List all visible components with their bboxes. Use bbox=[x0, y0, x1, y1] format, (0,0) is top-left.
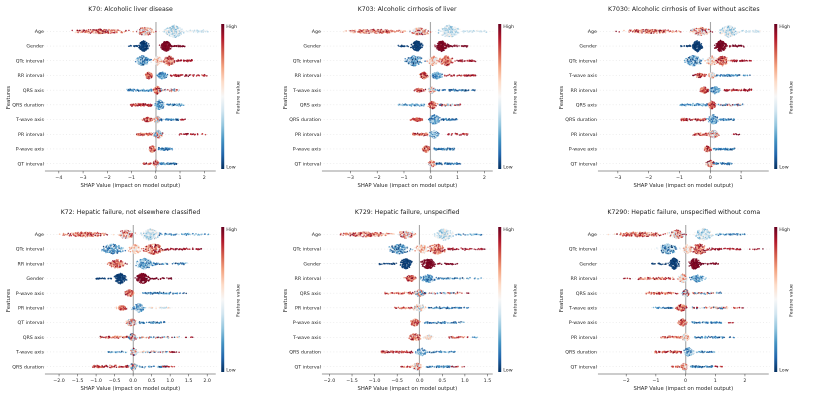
feature-label: Age bbox=[34, 233, 44, 239]
y-axis-label: Features bbox=[559, 288, 566, 313]
x-tick-label: −1.0 bbox=[90, 378, 102, 385]
x-tick-label: −2.0 bbox=[53, 378, 65, 385]
x-tick-label: −2 bbox=[645, 175, 653, 182]
feature-label: PR interval bbox=[571, 132, 598, 138]
feature-label: Gender bbox=[579, 262, 598, 268]
colorbar-title: Feature value bbox=[236, 81, 242, 114]
colorbar-low-label: Low bbox=[502, 165, 513, 171]
feature-label: QRS axis bbox=[299, 291, 321, 297]
beeswarm-axes bbox=[277, 203, 554, 406]
feature-label: P-wave axis bbox=[15, 291, 44, 297]
y-axis-label: Features bbox=[282, 288, 289, 313]
feature-label: T-wave axis bbox=[569, 306, 598, 312]
x-tick-label: 1.0 bbox=[460, 378, 469, 385]
shap-panel-k70 bbox=[0, 0, 277, 203]
feature-label: Gender bbox=[26, 44, 44, 50]
x-tick-label: −1 bbox=[128, 175, 136, 182]
x-tick-label: −2 bbox=[373, 175, 381, 182]
x-tick-label: 2.0 bbox=[203, 378, 211, 385]
x-tick-label: 0.5 bbox=[147, 378, 156, 385]
colorbar-low-label: Low bbox=[226, 165, 236, 171]
feature-label: QRS duration bbox=[12, 103, 44, 109]
x-axis-label: SHAP Value (impact on model output) bbox=[633, 182, 734, 190]
colorbar-high-label: High bbox=[226, 24, 238, 30]
colorbar bbox=[498, 24, 501, 169]
feature-label: PR interval bbox=[571, 335, 598, 341]
feature-label: Age bbox=[311, 233, 321, 239]
panel-title: K7030: Alcoholic cirrhosis of liver without ascites bbox=[608, 6, 760, 13]
y-axis-label: Features bbox=[5, 288, 12, 313]
feature-label: QRS duration bbox=[288, 118, 321, 124]
feature-label: QT interval bbox=[294, 162, 321, 168]
x-tick-label: 0.5 bbox=[438, 378, 446, 385]
panel-title: K7290: Hepatic failure, unspecified without coma bbox=[607, 209, 761, 216]
feature-label: RR interval bbox=[570, 277, 598, 283]
feature-label: QT interval bbox=[17, 162, 44, 168]
x-axis-label: SHAP Value (impact on model output) bbox=[357, 182, 457, 190]
colorbar-low-label: Low bbox=[502, 368, 513, 374]
x-tick-label: −1.5 bbox=[345, 378, 358, 385]
feature-label: Age bbox=[588, 233, 598, 239]
feature-label: RR interval bbox=[17, 262, 44, 268]
feature-label: QT interval bbox=[570, 162, 598, 168]
feature-label: QTc interval bbox=[292, 247, 321, 253]
feature-label: T-wave axis bbox=[16, 118, 44, 124]
feature-label: T-wave axis bbox=[569, 74, 598, 80]
colorbar-low-label: Low bbox=[226, 368, 236, 374]
feature-label: QT interval bbox=[570, 365, 598, 371]
shap-panel-k7030 bbox=[553, 0, 830, 203]
shap-panel-k72 bbox=[0, 203, 277, 406]
feature-label: QTc interval bbox=[15, 59, 44, 65]
colorbar-high-label: High bbox=[502, 227, 514, 233]
panel-title: K72: Hepatic failure, not elsewhere classified bbox=[60, 209, 201, 216]
feature-label: RR interval bbox=[17, 74, 44, 80]
x-tick-label: 0.0 bbox=[415, 378, 424, 385]
y-axis-label: Features bbox=[559, 85, 566, 110]
colorbar bbox=[498, 227, 501, 372]
x-tick-label: 0 bbox=[154, 175, 158, 182]
x-tick-label: 0 bbox=[684, 378, 688, 385]
x-axis-label: SHAP Value (impact on model output) bbox=[633, 385, 734, 393]
colorbar bbox=[775, 24, 778, 169]
feature-label: Gender bbox=[302, 262, 321, 268]
x-tick-label: −0.5 bbox=[108, 378, 121, 385]
feature-label: QTc interval bbox=[292, 59, 321, 65]
x-tick-label: −1.0 bbox=[368, 378, 381, 385]
x-tick-label: −1.5 bbox=[71, 378, 84, 385]
x-tick-label: 1 bbox=[455, 175, 459, 182]
panel-title: K729: Hepatic failure, unspecified bbox=[354, 209, 460, 216]
feature-label: QRS axis bbox=[22, 88, 44, 94]
x-tick-label: 0 bbox=[709, 175, 713, 182]
x-tick-label: 0 bbox=[428, 175, 432, 182]
feature-label: RR interval bbox=[294, 277, 321, 283]
x-tick-label: −2 bbox=[103, 175, 111, 182]
x-tick-label: 2 bbox=[202, 175, 206, 182]
colorbar-title: Feature value bbox=[513, 81, 519, 114]
feature-label: P-wave axis bbox=[15, 147, 44, 153]
x-tick-label: −1 bbox=[652, 378, 660, 385]
beeswarm-axes bbox=[553, 203, 830, 406]
shap-panel-k729 bbox=[277, 203, 554, 406]
x-tick-label: −1 bbox=[400, 175, 408, 182]
feature-label: QT interval bbox=[17, 321, 44, 327]
x-tick-label: −3 bbox=[346, 175, 354, 182]
beeswarm-axes bbox=[553, 0, 830, 203]
feature-label: T-wave axis bbox=[16, 350, 44, 356]
x-tick-label: 1.0 bbox=[166, 378, 174, 385]
x-tick-label: 1.5 bbox=[483, 378, 491, 385]
x-tick-label: −1 bbox=[676, 175, 684, 182]
shap-panel-k7290 bbox=[553, 203, 830, 406]
feature-label: P-wave axis bbox=[292, 147, 321, 153]
feature-label: T-wave axis bbox=[292, 335, 321, 341]
x-tick-label: 2 bbox=[743, 378, 747, 385]
feature-label: QRS axis bbox=[299, 103, 321, 109]
feature-label: QRS duration bbox=[565, 118, 598, 124]
colorbar bbox=[221, 24, 224, 169]
feature-label: PR interval bbox=[294, 132, 321, 138]
feature-label: Age bbox=[311, 30, 321, 36]
feature-label: QRS duration bbox=[288, 350, 321, 356]
colorbar-high-label: High bbox=[226, 227, 238, 233]
feature-label: QTc interval bbox=[569, 59, 598, 65]
colorbar-title: Feature value bbox=[236, 284, 242, 317]
feature-label: PR interval bbox=[17, 132, 44, 138]
shap-panel-k703 bbox=[277, 0, 554, 203]
feature-label: QRS axis bbox=[576, 103, 598, 109]
x-axis-label: SHAP Value (impact on model output) bbox=[80, 385, 181, 393]
feature-label: QTc interval bbox=[569, 247, 598, 253]
feature-label: Gender bbox=[579, 44, 598, 50]
feature-label: QRS duration bbox=[565, 350, 598, 356]
feature-label: QRS axis bbox=[576, 291, 598, 297]
beeswarm-axes bbox=[277, 0, 554, 203]
feature-label: T-wave axis bbox=[292, 88, 321, 94]
x-tick-label: 2 bbox=[482, 175, 486, 182]
y-axis-label: Features bbox=[5, 85, 12, 110]
feature-label: Age bbox=[588, 30, 598, 36]
feature-label: QT interval bbox=[294, 365, 321, 371]
x-tick-label: −3 bbox=[614, 175, 622, 182]
colorbar-title: Feature value bbox=[513, 284, 519, 317]
x-axis-label: SHAP Value (impact on model output) bbox=[357, 385, 457, 393]
x-axis-label: SHAP Value (impact on model output) bbox=[80, 182, 181, 190]
colorbar-title: Feature value bbox=[790, 284, 796, 317]
feature-label: PR interval bbox=[17, 306, 44, 312]
beeswarm-axes bbox=[0, 203, 277, 406]
feature-label: P-wave axis bbox=[569, 147, 598, 153]
x-tick-label: 1 bbox=[714, 378, 718, 385]
colorbar bbox=[775, 227, 778, 372]
feature-label: RR interval bbox=[294, 74, 321, 80]
feature-label: Age bbox=[34, 30, 44, 36]
x-tick-label: 1 bbox=[178, 175, 182, 182]
x-tick-label: −2 bbox=[622, 378, 631, 385]
feature-label: PR interval bbox=[294, 306, 321, 312]
x-tick-label: −4 bbox=[55, 175, 63, 182]
x-tick-label: −3 bbox=[79, 175, 87, 182]
colorbar-title: Feature value bbox=[790, 81, 796, 114]
feature-label: QRS duration bbox=[12, 365, 44, 371]
feature-label: P-wave axis bbox=[292, 321, 321, 327]
colorbar-high-label: High bbox=[779, 24, 791, 30]
panel-title: K703: Alcoholic cirrhosis of liver bbox=[357, 6, 457, 13]
colorbar-high-label: High bbox=[779, 227, 791, 233]
beeswarm-axes bbox=[0, 0, 277, 203]
y-axis-label: Features bbox=[282, 85, 289, 110]
feature-label: RR interval bbox=[570, 88, 598, 94]
x-tick-label: −2.0 bbox=[323, 378, 335, 385]
feature-label: QTc interval bbox=[15, 247, 44, 253]
panel-title: K70: Alcoholic liver disease bbox=[88, 6, 173, 13]
colorbar-high-label: High bbox=[502, 24, 514, 30]
feature-label: P-wave axis bbox=[569, 321, 598, 327]
colorbar-low-label: Low bbox=[779, 368, 789, 374]
x-tick-label: −0.5 bbox=[391, 378, 403, 385]
feature-label: Gender bbox=[302, 44, 321, 50]
x-tick-label: 0.0 bbox=[129, 378, 137, 385]
x-tick-label: 1 bbox=[739, 175, 743, 182]
x-tick-label: 1.5 bbox=[184, 378, 193, 385]
colorbar-low-label: Low bbox=[779, 165, 789, 171]
feature-label: Gender bbox=[26, 277, 44, 283]
feature-label: QRS axis bbox=[22, 335, 44, 341]
colorbar bbox=[221, 227, 224, 372]
